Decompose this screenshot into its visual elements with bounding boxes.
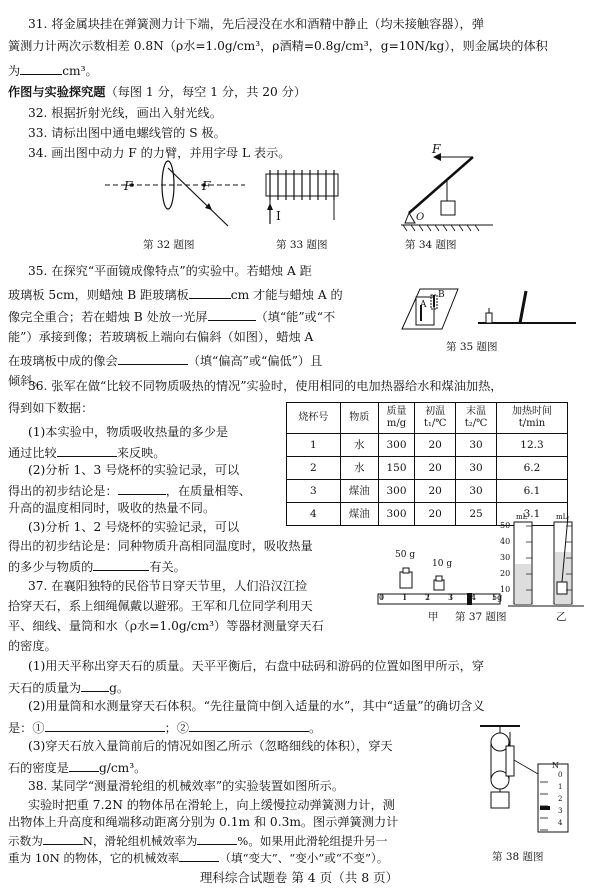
table-cell: 3.1 (496, 503, 567, 526)
figure-37-yi (506, 512, 586, 612)
answer-blank[interactable] (189, 287, 231, 299)
figure-34 (393, 143, 503, 233)
header-cell: 质量 m/g (378, 403, 414, 434)
table-cell: 20 (415, 503, 456, 526)
table-cell: 300 (378, 503, 414, 526)
table-cell: 煤油 (340, 480, 378, 503)
q38-text: 实验时把重 7.2N 的物体吊在滑轮上，向上缓慢拉动弹簧测力计，测 (28, 798, 395, 812)
q36-p1: 通过比较 来反映。 (8, 446, 166, 460)
caption-fig37: 第 37 题图 (455, 611, 507, 623)
answer-blank[interactable] (20, 63, 62, 75)
table-cell: 30 (456, 457, 497, 480)
table-cell: 3 (287, 480, 341, 503)
caption-fig37-yi: 乙 (556, 611, 567, 623)
q37-p2a: (2)用量筒和水测量穿天石体积。“先往量筒中倒入适量的水”，其中“适量”的确切含义 (28, 699, 485, 713)
q35-line5: 在玻璃板中成的像会 （填“偏高”或“偏低”）且 (8, 354, 323, 368)
table-cell: 300 (378, 434, 414, 457)
q37-p1: 天石的质量为 g。 (8, 681, 130, 695)
table-cell: 150 (378, 457, 414, 480)
focal-label-left: F (124, 179, 133, 193)
cyl-tick: 40 (500, 537, 511, 546)
table-cell: 水 (340, 457, 378, 480)
q31-line2: 簧测力计两次示数相差 0.8N（ρ水=1.0g/cm³，ρ酒精=0.8g/cm³，g=10N/kg），则金属块的体积 (8, 39, 548, 53)
q38-text: 重为 10N 的物体，它的机械效率 (8, 851, 180, 865)
current-label: I (276, 209, 281, 223)
table-header-row (287, 403, 568, 434)
q35-line3: 像完全重合；若在蜡烛 B 处放一光屏 （填“能”或“不 (8, 310, 336, 324)
figure-33 (258, 160, 358, 235)
force-label: F (432, 142, 441, 156)
candle-b-label: B (438, 290, 445, 300)
data-table (286, 402, 568, 526)
answer-blank[interactable] (197, 833, 237, 845)
table-cell: 水 (340, 434, 378, 457)
q38-text: 示数为 (8, 834, 43, 848)
cyl-tick: 20 (500, 569, 511, 578)
scale-tick: 5g (492, 593, 503, 602)
table-cell: 300 (378, 480, 414, 503)
spring-tick: 4 (558, 819, 563, 827)
q38-line3 (8, 816, 398, 828)
answer-blank[interactable] (81, 680, 109, 692)
q36-p3: 的多少与物质的 有关。 (8, 560, 186, 574)
focal-label-right: F (202, 179, 211, 193)
q36-line2: 得到如下数据： (8, 401, 94, 415)
caption-fig32: 第 32 题图 (143, 239, 195, 251)
q33-text: 33. 请标出图中通电螺线管的 S 极。 (28, 126, 226, 140)
table-cell: 2 (287, 457, 341, 480)
table-cell: 20 (415, 434, 456, 457)
q37-line1: 37. 在襄阳独特的民俗节日穿天节里，人们沿汉江捡 (28, 579, 308, 593)
figure-32 (100, 160, 250, 240)
page-footer: 理科综合试题卷 第 4 页（共 8 页） (199, 870, 399, 885)
q37-p3a: (3)穿天石放入量筒前后的情况如图乙所示（忽略细线的体积），穿天 (28, 739, 393, 753)
q36-p2d: 升高的温度相同时，吸收的热量不同。 (8, 501, 216, 515)
header-cell: 烧杯号 (287, 403, 341, 434)
cyl-tick: 10 (500, 585, 511, 594)
table-row (287, 457, 568, 480)
pivot-label: O (416, 212, 425, 223)
caption-fig34: 第 34 题图 (405, 239, 457, 251)
answer-blank[interactable] (179, 850, 219, 862)
spring-tick: 3 (558, 807, 563, 815)
caption-fig35: 第 35 题图 (446, 341, 498, 353)
caption-fig37-jia: 甲 (428, 611, 439, 623)
q38-line4 (8, 833, 387, 848)
caption-fig38: 第 38 题图 (492, 851, 544, 863)
q38-line1: 38. 某同学“测量滑轮组的机械效率”的实验装置如图所示。 (28, 779, 345, 793)
cyl-unit-left: mL (516, 513, 528, 521)
q38-text: %。如果用此滑轮组提升另一 (237, 834, 388, 848)
table-cell: 30 (456, 434, 497, 457)
table-cell: 4 (287, 503, 341, 526)
table-row (287, 434, 568, 457)
table-cell: 30 (456, 480, 497, 503)
answer-blank[interactable] (93, 559, 149, 571)
answer-blank[interactable] (118, 353, 188, 365)
answer-blank[interactable] (118, 483, 166, 495)
answer-blank[interactable] (189, 720, 309, 732)
cyl-tick: 50 (500, 521, 511, 530)
q38-text: N，滑轮组机械效率为 (82, 834, 198, 848)
weight-10g-label: 10 g (432, 559, 453, 569)
scale-tick: 1 (402, 593, 408, 602)
q37-line4: 的密度。 (8, 639, 57, 653)
spring-tick: 2 (558, 795, 563, 803)
q36-p3a: (3)分析 1、2 号烧杯的实验记录，可以 (28, 520, 240, 534)
scale-tick: 4 (471, 593, 477, 602)
q35-line6: 倾斜。 (8, 374, 45, 388)
q31-line1: 31. 将金属块挂在弹簧测力计下端，先后浸没在水和酒精中静止（均未接触容器），弹 (28, 17, 484, 31)
q38-text: （填“变大”、“变小”或“不变”）。 (219, 851, 389, 865)
q37-line3: 平、细线、量筒和水（ρ水=1.0g/cm³）等器材测量穿天石 (8, 619, 324, 633)
table-cell: 20 (415, 457, 456, 480)
q38-text: 出物体上升高度和绳端移动距离分别为 0.1m 和 0.3m。图示弹簧测力计 (8, 815, 399, 829)
table-cell: 6.1 (496, 480, 567, 503)
caption-fig33: 第 33 题图 (276, 239, 328, 251)
answer-blank[interactable] (208, 309, 256, 321)
cyl-unit-right: mL (556, 513, 568, 521)
header-cell: 加热时间 t/min (496, 403, 567, 434)
q38-line5 (8, 850, 388, 865)
section-header: 作图与实验探究题（每图 1 分，每空 1 分，共 20 分） (8, 85, 307, 99)
answer-blank[interactable] (43, 833, 83, 845)
q36-p2a: (2)分析 1、3 号烧杯的实验记录，可以 (28, 463, 240, 477)
q36-p1a: (1)本实验中，物质吸收热量的多少是 (28, 425, 229, 439)
table-cell: 25 (456, 503, 497, 526)
q31-line3: 为 cm³。 (8, 64, 98, 78)
q34-text: 34. 画出图中动力 F 的力臂，并用字母 L 表示。 (28, 146, 291, 160)
weight-50g-label: 50 g (395, 550, 416, 560)
spring-tick: 0 (558, 771, 563, 779)
q38-line2 (28, 799, 395, 811)
answer-blank[interactable] (45, 720, 165, 732)
figure-38 (470, 724, 580, 839)
scale-tick: 3 (448, 593, 454, 602)
q35-line2: 玻璃板 5cm，则蜡烛 B 距玻璃板 cm 才能与蜡烛 A 的 (8, 288, 343, 302)
q37-p1a: (1)用天平称出穿天石的质量。天平平衡后，右盘中砝码和游码的位置如图甲所示，穿 (28, 659, 485, 673)
header-cell: 末温 t₂/℃ (456, 403, 497, 434)
spring-unit: N (552, 761, 559, 770)
table-cell: 20 (415, 480, 456, 503)
scale-tick: 2 (425, 593, 431, 602)
spring-tick: 1 (558, 783, 563, 791)
table-cell: 6.2 (496, 457, 567, 480)
table-cell: 12.3 (496, 434, 567, 457)
table-cell: 煤油 (340, 503, 378, 526)
answer-blank[interactable] (57, 445, 117, 457)
table-cell: 1 (287, 434, 341, 457)
answer-blank[interactable] (69, 760, 99, 772)
table-row (287, 480, 568, 503)
q37-p3: 石的密度是 g/cm³。 (8, 761, 147, 775)
cyl-tick: 30 (500, 553, 511, 562)
q36-p3b: 得出的初步结论是：同种物质升高相同温度时，吸收热量 (8, 539, 313, 553)
q32-text: 32. 根据折射光线，画出入射光线。 (28, 106, 222, 120)
q37-line2: 拾穿天石，系上细绳佩戴以避邪。王军和几位同学利用天 (8, 599, 313, 613)
candle-a-label: A (420, 300, 427, 310)
header-cell: 初温 t₁/℃ (415, 403, 456, 434)
q36-line1: 36. 张军在做“比较不同物质吸热的情况”实验时，使用相同的电加热器给水和煤油加热， (28, 379, 503, 393)
q35-line4: 能”）承接到像；若玻璃板上端向右偏斜（如图），蜡烛 A (8, 330, 314, 344)
q36-p2: 得出的初步结论是： ，在质量相等、 (8, 484, 251, 498)
q37-p2: 是：① ；② 。 (8, 721, 322, 735)
scale-tick: 0 (379, 593, 385, 602)
header-cell: 物质 (340, 403, 378, 434)
q35-line1: 35. 在探究“平面镜成像特点”的实验中。若蜡烛 A 距 (28, 264, 312, 278)
